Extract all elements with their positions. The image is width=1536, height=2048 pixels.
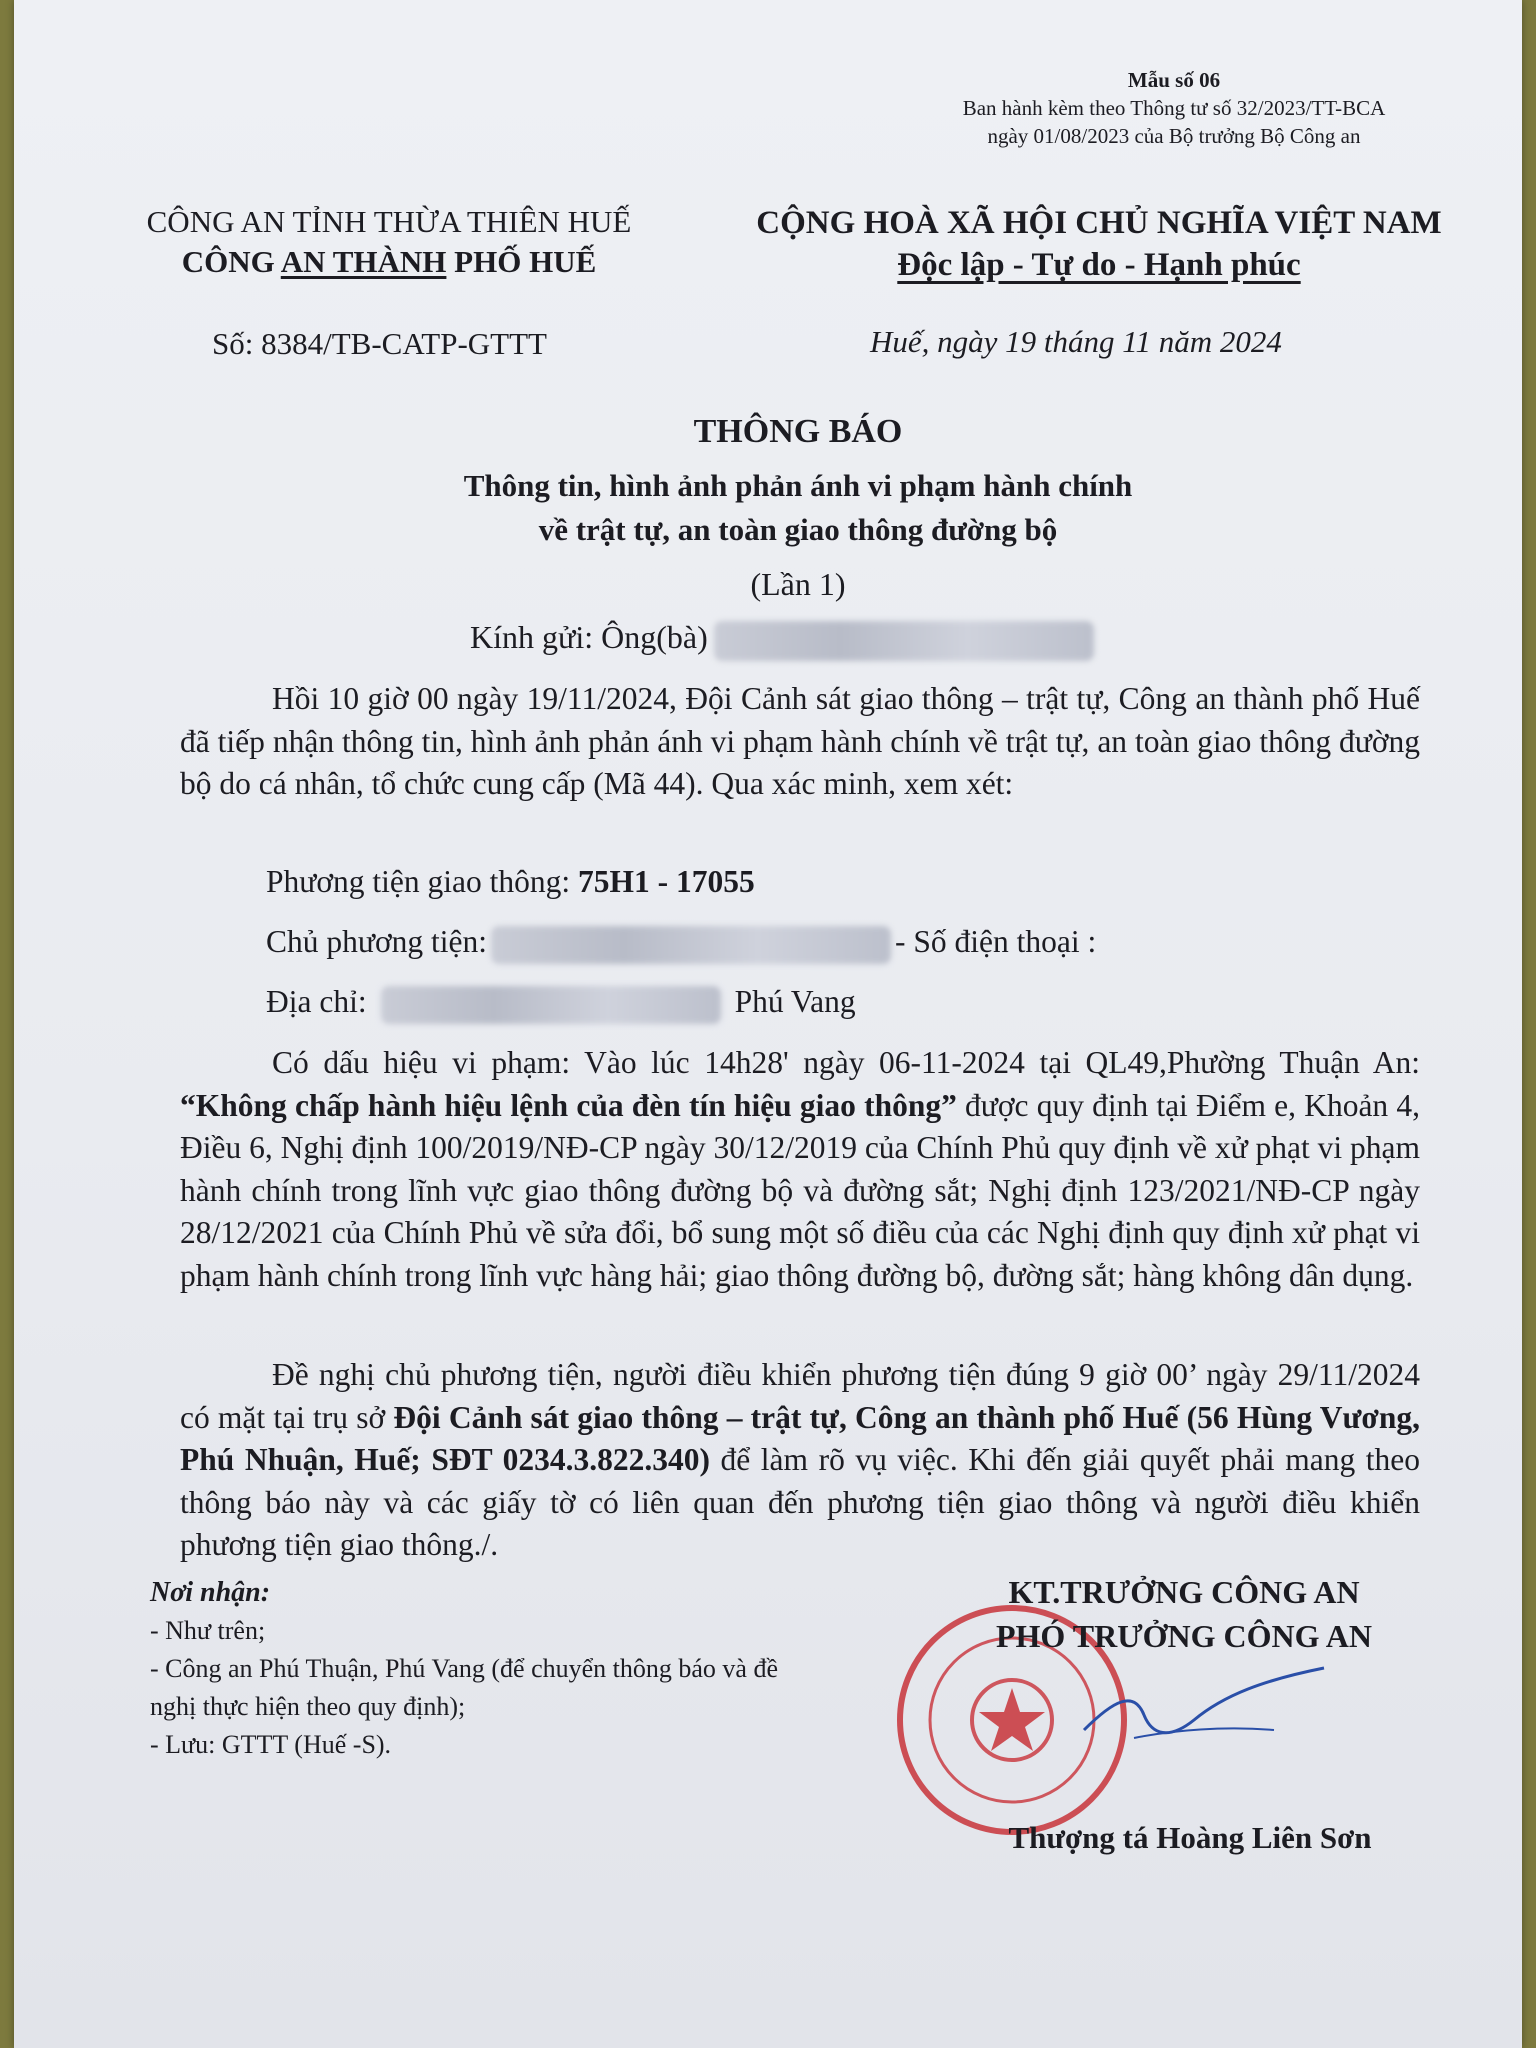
recipients-heading: Nơi nhận: [150, 1577, 271, 1608]
request-part: để làm rõ vụ việc. Khi đến giải quyết phải mang theo thông báo này và các giấy tờ có liên quan đến phương tiện giao thông và người điều khiển phương tiện giao thông./. [180, 1442, 1420, 1562]
form-issued-line2: ngày 01/08/2023 của Bộ trưởng Bộ Công an [987, 124, 1361, 148]
request-location: Đội Cảnh sát giao thông – trật tự, Công an thành phố Huế (56 Hùng Vương, Phú Nhuận, Huế; SĐT 0234.3.822.340) [180, 1399, 1420, 1477]
redacted-address [381, 986, 721, 1024]
intro-text: Hồi 10 giờ 00 ngày 19/11/2024, Đội Cảnh sát giao thông – trật tự, Công an thành phố Huế đã tiếp nhận thông tin, hình ảnh phản ánh vi phạm hành chính về trật tự, an toàn giao thông đường bộ do cá nhân, tổ chức cung cấp (Mã 44). Qua xác minh, xem xét: [180, 681, 1420, 801]
date-line: Huế, ngày 19 tháng 11 năm 2024 [870, 324, 1282, 359]
agency-name-part: PHỐ HUẾ [446, 244, 597, 279]
nation-name: CỘNG HOÀ XÃ HỘI CHỦ NGHĨA VIỆT NAM [756, 205, 1442, 241]
issuing-agency [109, 202, 669, 282]
violation-text [180, 1042, 1420, 1297]
recipient-item: - Lưu: GTTT (Huế -S). [150, 1730, 392, 1759]
vehicle-label: Phương tiện giao thông: [266, 864, 578, 899]
violation-offense: “Không chấp hành hiệu lệnh của đèn tín hiệu giao thông” [180, 1087, 957, 1123]
request-paragraph [180, 1354, 1420, 1567]
agency-name [109, 242, 669, 282]
national-header [714, 202, 1484, 286]
signature-title [924, 1570, 1444, 1658]
agency-name-part: CÔNG [181, 244, 281, 279]
violation-paragraph [180, 1042, 1420, 1297]
signer-name: Thượng tá Hoàng Liên Sơn [1008, 1820, 1372, 1855]
signature-line1: KT.TRƯỞNG CÔNG AN [1008, 1574, 1360, 1610]
document-subtitle [14, 464, 1536, 552]
subtitle-line2: về trật tự, an toàn giao thông đường bộ [538, 512, 1058, 547]
agency-name-underlined: AN THÀNH [280, 244, 447, 279]
recipient-item: - Như trên; [150, 1616, 266, 1645]
redacted-name [714, 621, 1094, 661]
agency-parent: CÔNG AN TỈNH THỪA THIÊN HUẾ [146, 204, 632, 239]
recipients-block [150, 1574, 830, 1764]
intro-paragraph [180, 678, 1420, 806]
owner-label: Chủ phương tiện: [266, 924, 487, 959]
document-number: Số: 8384/TB-CATP-GTTT [212, 326, 547, 361]
notice-count: (Lần 1) [750, 566, 846, 602]
form-reference [894, 66, 1454, 150]
form-number: Mẫu số 06 [1127, 68, 1221, 92]
redacted-owner [491, 926, 891, 964]
address-district: Phú Vang [734, 984, 856, 1019]
phone-label: - Số điện thoại : [894, 924, 1097, 959]
violation-part: được quy định tại Điểm e, Khoản 4, Điều 6, Nghị định 100/2019/NĐ-CP ngày 30/12/2019 của Chính Phủ quy định về xử phạt vi phạm hành chính trong lĩnh vực giao thông đường bộ và đường sắt; Nghị định 123/2021/NĐ-CP ngày 28/12/2021 của Chính Phủ về sửa đổi, bổ sung một số điều của các Nghị định quy định xử phạt vi phạm hành chính trong lĩnh vực hàng hải; giao thông đường bộ, đường sắt; hàng không dân dụng. [180, 1087, 1420, 1293]
greeting [470, 619, 1094, 661]
nation-motto: Độc lập - Tự do - Hạnh phúc [897, 247, 1301, 283]
handwritten-signature-icon [1074, 1660, 1334, 1770]
owner-line [266, 924, 1096, 964]
request-part: Đề nghị chủ phương tiện, người điều khiển phương tiện đúng 9 giờ 00’ ngày 29/11/2024 có mặt tại trụ sở [180, 1357, 1420, 1435]
document-title: THÔNG BÁO [693, 413, 903, 450]
subtitle-line1: Thông tin, hình ảnh phản ánh vi phạm hành chính [463, 468, 1133, 503]
request-text [180, 1354, 1420, 1567]
license-plate: 75H1 - 17055 [577, 864, 755, 899]
violation-part: Có dấu hiệu vi phạm: Vào lúc 14h28' ngày 06-11-2024 tại QL49,Phường Thuận An: [272, 1045, 1420, 1080]
vehicle-line [266, 864, 755, 900]
document-page [14, 0, 1522, 2048]
recipient-item: - Công an Phú Thuận, Phú Vang (để chuyển thông báo và đề nghị thực hiện theo quy định); [150, 1654, 778, 1721]
address-label: Địa chỉ: [266, 984, 367, 1019]
greeting-label: Kính gửi: Ông(bà) [470, 619, 708, 655]
form-issued-line1: Ban hành kèm theo Thông tư số 32/2023/TT-BCA [962, 96, 1386, 120]
address-line [266, 984, 856, 1024]
signature-line2: PHÓ TRƯỞNG CÔNG AN [995, 1618, 1372, 1654]
